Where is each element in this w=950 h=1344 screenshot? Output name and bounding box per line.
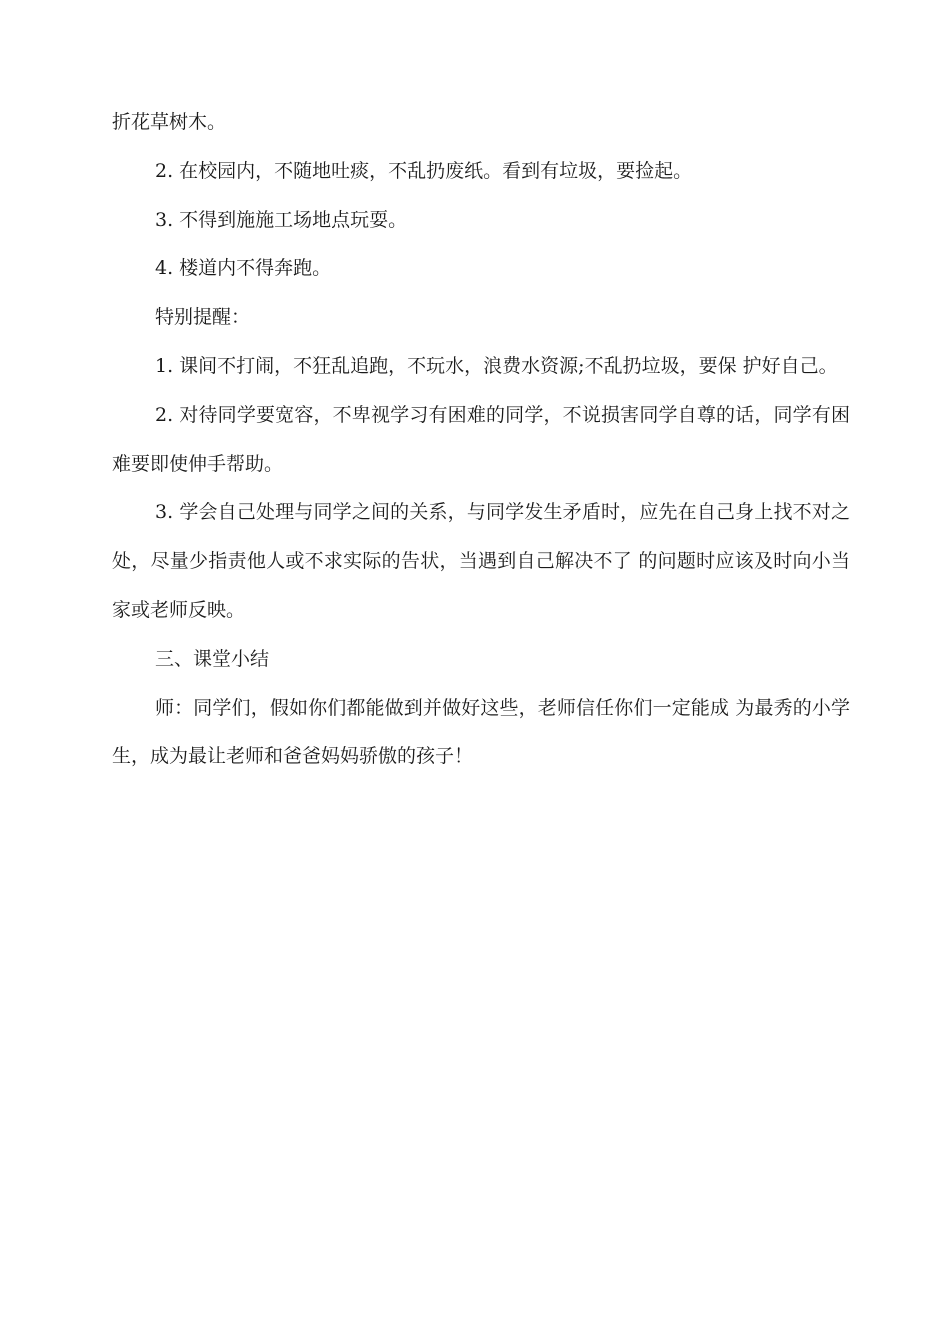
paragraph-continuation: 折花草树木。: [112, 111, 227, 133]
paragraph-rule-2: 2. 在校园内，不随地吐痰，不乱扔废纸。看到有垃圾，要捡起。: [155, 159, 693, 182]
paragraph-rule-3: 3. 不得到施施工场地点玩耍。: [155, 208, 408, 231]
document-body: [112, 98, 850, 781]
section-heading-summary: 三、课堂小结: [155, 647, 270, 670]
paragraph-teacher-summary: 师：同学们，假如你们都能做到并做好这些，老师信任你们一定能成 为最秀的小学生，成为最让老师和爸爸妈妈骄傲的孩子！: [112, 696, 850, 768]
paragraph-reminder-3: 3. 学会自己处理与同学之间的关系，与同学发生矛盾时，应先在自己身上找不对之处，尽量少指责他人或不求实际的告状，当遇到自己解决不了 的问题时应该及时向小当家或老师反映。: [112, 501, 850, 621]
section-heading-special-reminder: 特别提醒：: [155, 306, 251, 329]
paragraph-reminder-2: 2. 对待同学要宽容，不卑视学习有困难的同学，不说损害同学自尊的话，同学有困难要即使伸手帮助。: [112, 403, 850, 475]
paragraph-reminder-1: 1. 课间不打闹，不狂乱追跑，不玩水，浪费水资源;不乱扔垃圾，要保 护好自己。: [155, 354, 838, 377]
paragraph-rule-4: 4. 楼道内不得奔跑。: [155, 257, 332, 280]
